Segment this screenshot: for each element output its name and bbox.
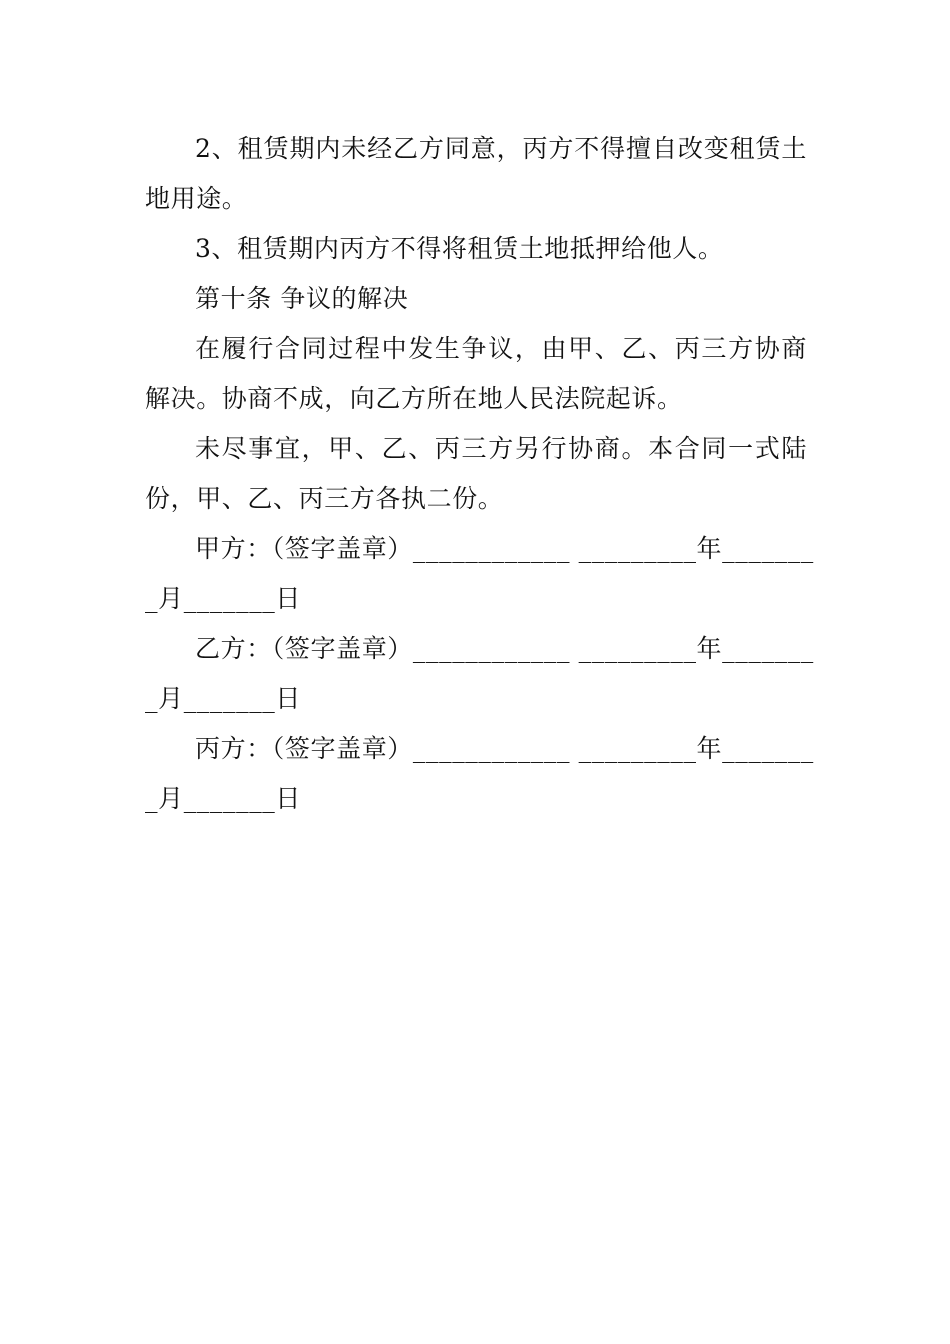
- signature-date-line: _月_______日: [145, 784, 302, 813]
- signature-block-party-a: [145, 524, 814, 624]
- dispute-resolution-text: 在履行合同过程中发生争议，由甲、乙、丙三方协商解决。协商不成，向乙方所在地人民法院起诉。: [145, 334, 807, 413]
- signature-line: 乙方：（签字盖章）____________ _________年_______: [195, 634, 814, 663]
- document-page: [145, 124, 814, 824]
- misc-provisions-text: 未尽事宜，甲、乙、丙三方另行协商。本合同一式陆份，甲、乙、丙三方各执二份。: [145, 434, 807, 513]
- clause-item-3: 3、租赁期内丙方不得将租赁土地抵押给他人。: [195, 234, 724, 263]
- clause-item-2: 2、租赁期内未经乙方同意，丙方不得擅自改变租赁土地用途。: [145, 134, 807, 213]
- signature-line: 丙方：（签字盖章）____________ _________年_______: [195, 734, 814, 763]
- signature-date-line: _月_______日: [145, 684, 302, 713]
- signature-date-line: _月_______日: [145, 584, 302, 613]
- signature-block-party-c: [145, 724, 814, 824]
- signature-block-party-b: [145, 624, 814, 724]
- section-heading: 第十条 争议的解决: [195, 284, 409, 313]
- signature-line: 甲方：（签字盖章）____________ _________年_______: [195, 534, 814, 563]
